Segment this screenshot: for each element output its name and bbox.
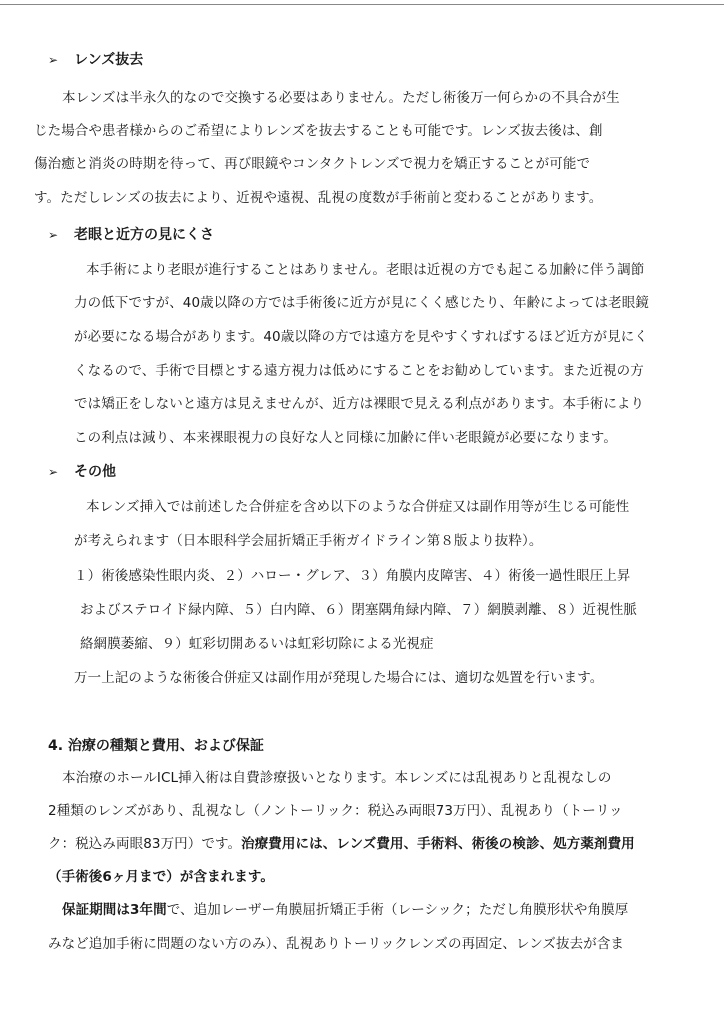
section-heading-other: その他: [74, 464, 116, 480]
complication-list-line: １）術後感染性眼内炎、２）ハロー・グレア、３）角膜内皮障害、４）術後一過性眼圧上昇: [74, 568, 631, 584]
paragraph-line: 本レンズ挿入では前述した合併症を含め以下のような合併症又は副作用等が生じる可能性: [86, 499, 630, 515]
paragraph-line: この利点は減り、本来裸眼視力の良好な人と同様に加齢に伴い老眼鏡が必要になります。: [74, 430, 617, 446]
paragraph-line: みなど追加手術に問題のない方のみ）、乱視ありトーリックレンズの再固定、レンズ抜去が含ま: [48, 936, 625, 952]
paragraph-line: では矯正をしないと遠方は見えませんが、近方は裸眼で見える利点があります。本手術により: [74, 396, 645, 412]
bullet-icon: ➢: [48, 465, 59, 479]
paragraph-line: 本治療のホールICL挿入術は自費診療扱いとなります。本レンズには乱視ありと乱視なしの: [62, 770, 612, 786]
paragraph-line: くなるので、手術で目標とする遠方視力は低めにすることをお勧めしています。また近視の方: [74, 363, 644, 379]
section-heading-treatment-cost: 4. 治療の種類と費用、および保証: [48, 738, 264, 754]
price-text: ク：税込み両眼83万円）です。: [48, 836, 242, 852]
paragraph-line: が考えられます（日本眼科学会屈折矯正手術ガイドライン第８版より抜粋）。: [74, 533, 543, 549]
bullet-icon: ➢: [48, 228, 59, 242]
section-heading-presbyopia: 老眼と近方の見にくさ: [74, 227, 214, 243]
warranty-text: で、追加レーザー角膜屈折矯正手術（レーシック；ただし角膜形状や角膜厚: [166, 902, 629, 918]
cost-inclusion-bold: （手術後6ヶ月まで）が含まれます。: [48, 869, 275, 885]
paragraph-line: 本レンズは半永久的なので交換する必要はありません。ただし術後万一何らかの不具合が生: [62, 90, 620, 106]
cost-inclusion-bold: 治療費用には、レンズ費用、手術料、術後の検診、処方薬剤費用: [241, 836, 635, 852]
paragraph-line: 万一上記のような術後合併症又は副作用が発現した場合には、適切な処置を行います。: [74, 670, 604, 686]
paragraph-line: 傷治癒と消炎の時期を待って、再び眼鏡やコンタクトレンズで視力を矯正することが可能で: [34, 156, 591, 172]
paragraph-line: 2種類のレンズがあり、乱視なし（ノントーリック：税込み両眼73万円）、乱視あり（トーリッ: [48, 803, 623, 819]
paragraph-line: 力の低下ですが、40歳以降の方では手術後に近方が見にくく感じたり、年齢によっては老眼鏡: [74, 295, 649, 311]
top-rule: [0, 4, 724, 5]
bullet-icon: ➢: [48, 53, 59, 67]
complication-list-line: 絡網膜萎縮、９）虹彩切開あるいは虹彩切除による光視症: [80, 636, 434, 652]
paragraph-line: [62, 900, 628, 920]
section-heading-lens-removal: レンズ抜去: [74, 52, 144, 68]
paragraph-line: す。ただしレンズの抜去により、近視や遠視、乱視の度数が手術前と変わることがあります。: [34, 190, 603, 206]
paragraph-line: じた場合や患者様からのご希望によりレンズを抜去することも可能です。レンズ抜去後は、創: [34, 123, 603, 139]
paragraph-line: が必要になる場合があります。40歳以降の方では遠方を見やすくすればするほど近方が見にく: [74, 329, 648, 345]
paragraph-line: 本手術により老眼が進行することはありません。老眼は近視の方でも起こる加齢に伴う調節: [86, 262, 645, 278]
warranty-period-bold: 保証期間は3年間: [62, 902, 167, 918]
paragraph-line: [48, 834, 635, 854]
complication-list-line: およびステロイド緑内障、５）白内障、６）閉塞隅角緑内障、７）網膜剥離、８）近視性脈: [80, 602, 637, 618]
